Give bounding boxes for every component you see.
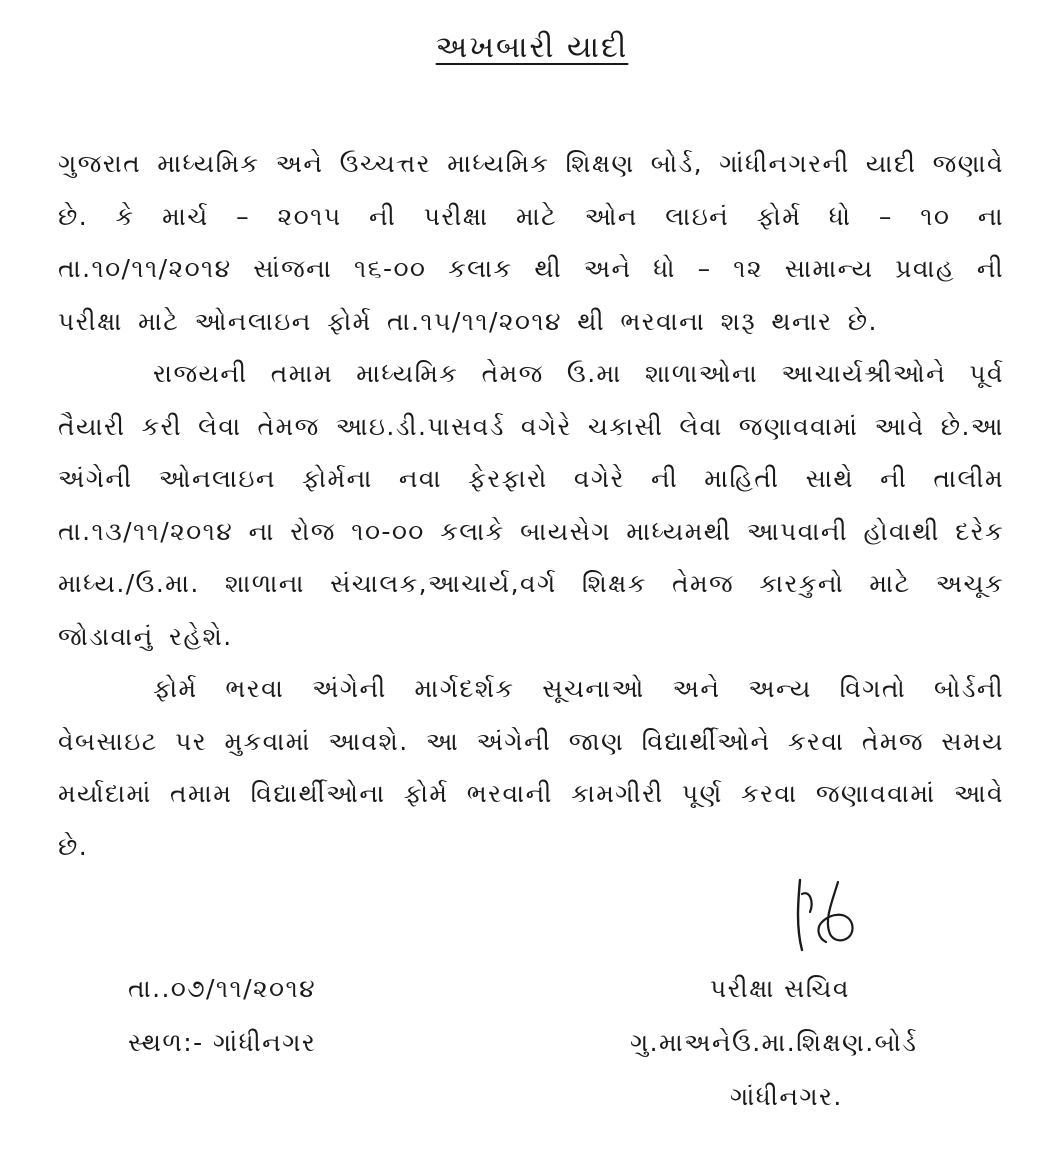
- date-place-block: [128, 962, 316, 1070]
- document-title: [0, 30, 1064, 65]
- paragraph-1: ગુજરાત માધ્યમિક અને ઉચ્ચત્તર માધ્યમિક શિક્ષણ બોર્ડ, ગાંધીનગરની યાદી જણાવે છે. કે માર્ચ – ૨૦૧૫ ની પરીક્ષા માટે ઓન લાઇનં ફોર્મ ધો – ૧૦ ના તા.૧૦/૧૧/૨૦૧૪ સાંજના ૧૬-૦૦ કલાક થી અને ધો – ૧૨ સામાન્ય પ્રવાહ ની પરીક્ષા માટે ઓનલાઇન ફોર્મ તા.૧૫/૧૧/૨૦૧૪ થી ભરવાના શરૂ થનાર છે.: [58, 149, 1004, 336]
- document-body: [58, 138, 1004, 873]
- signature-mark: [780, 872, 870, 962]
- paragraph-3: ફોર્મ ભરવા અંગેની માર્ગદર્શક સૂચનાઓ અને અન્ય વિગતો બોર્ડની વેબસાઇટ પર મુકવામાં આવશે. આ અંગેની જાણ વિદ્યાર્થીઓને કરવા તેમજ સમય મર્યાદામાં તમામ વિદ્યાર્થીઓના ફોર્મ ભરવાની કામગીરી પૂર્ણ કરવા જણાવવામાં આવે છે.: [58, 674, 1004, 861]
- date-line: તા..૦૭/૧૧/૨૦૧૪: [128, 974, 317, 1003]
- place-line: સ્થળ:- ગાંધીનગર: [128, 1028, 317, 1057]
- paragraph-2: રાજયની તમામ માધ્યમિક તેમજ ઉ.મા શાળાઓના આચાર્યશ્રીઓને પૂર્વ તૈયારી કરી લેવા તેમજ આઇ.ડી.પાસવર્ડ વગેરે ચકાસી લેવા જણાવવામાં આવે છે.આ અંગેની ઓનલાઇન ફોર્મના નવા ફેરફારો વગેરે ની માહિતી સાથે ની તાલીમ તા.૧૩/૧૧/૨૦૧૪ ના રોજ ૧૦-૦૦ કલાકે બાયસેગ માધ્યમથી આપવાની હોવાથી દરેક માધ્ય./ઉ.મા. શાળાના સંચાલક,આચાર્ય,વર્ગ શિક્ષક તેમજ કારકુનો માટે અચૂક જોડાવાનું રહેશે.: [58, 359, 1004, 651]
- document-title-text: અખબારી યાદી: [435, 30, 629, 65]
- signatory-block: [630, 962, 990, 1124]
- signatory-city: ગાંધીનગર.: [730, 1082, 843, 1111]
- signatory-title: પરીક્ષા સચિવ: [710, 974, 850, 1003]
- signatory-org: ગુ.માઅનેઉ.મા.શિક્ષણ.બોર્ડ: [630, 1028, 918, 1057]
